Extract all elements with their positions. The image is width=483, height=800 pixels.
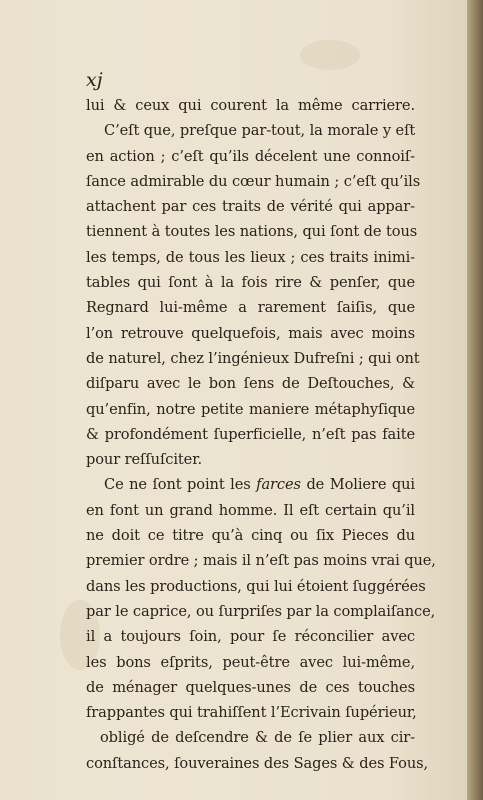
text-line: il a toujours ſoin, pour ſe réconcilier avec (86, 628, 415, 646)
text-line: tiennent à toutes les nations, qui ſont de tous (86, 223, 418, 241)
text-line: premier ordre ; mais il n’eſt pas moins vrai que, (86, 552, 436, 570)
text-line: qu’enfin, notre petite maniere métaphyſique (86, 400, 415, 418)
text-line: & profondément ſuperficielle, n’eſt pas faite (86, 425, 415, 443)
running-head-page-number: xj (86, 69, 103, 91)
text-line: obligé de deſcendre & de ſe plier aux cir- (100, 729, 415, 747)
text-line: l’on retrouve quelquefois, mais avec moins (86, 324, 415, 342)
text-line: ſance admirable du cœur humain ; c’eſt qu’ils (86, 172, 421, 190)
text-line: pour reſſuſciter. (86, 451, 203, 469)
text-line: de ménager quelques-unes de ces touches (86, 678, 415, 696)
text-line: attachent par ces traits de vérité qui appar- (86, 198, 415, 216)
text-line: Regnard lui-même a rarement ſaiſis, que (86, 299, 415, 317)
text-line: C’eſt que, preſque par-tout, la morale y eſt (104, 122, 416, 140)
page-edge-shadow (467, 0, 483, 800)
text-line: en font un grand homme. Il eſt certain qu’il (86, 501, 415, 519)
italic-word: farces (256, 476, 301, 494)
text-line: diſparu avec le bon ſens de Deſtouches, & (86, 375, 415, 393)
text-line: tables qui ſont à la fois rire & penſer, que (86, 274, 415, 292)
text-line: conſtances, ſouveraines des Sages & des Fous, (86, 754, 429, 772)
text-line: en action ; c’eſt qu’ils décelent une connoiſ- (86, 147, 415, 165)
text-line: les bons eſprits, peut-être avec lui-même, (86, 653, 415, 671)
text-line: dans les productions, qui lui étoient ſuggérées (86, 577, 426, 595)
text-line: lui & ceux qui courent la même carriere. (86, 97, 415, 114)
text-line: frappantes qui trahiſſent l’Ecrivain ſupérieur, (86, 704, 417, 722)
paper-stain (300, 40, 360, 70)
text-line: par le caprice, ou ſurpriſes par la complaiſance, (86, 602, 436, 620)
text-line: ne doit ce titre qu’à cinq ou ſix Pieces du (86, 527, 415, 545)
text-line: de naturel, chez l’ingénieux Dufreſni ; qui ont (86, 349, 420, 367)
text-line: Ce ne ſont point les farces de Moliere qui (104, 476, 415, 494)
body-text (86, 93, 436, 776)
text-line: les temps, de tous les lieux ; ces traits inimi- (86, 248, 415, 266)
